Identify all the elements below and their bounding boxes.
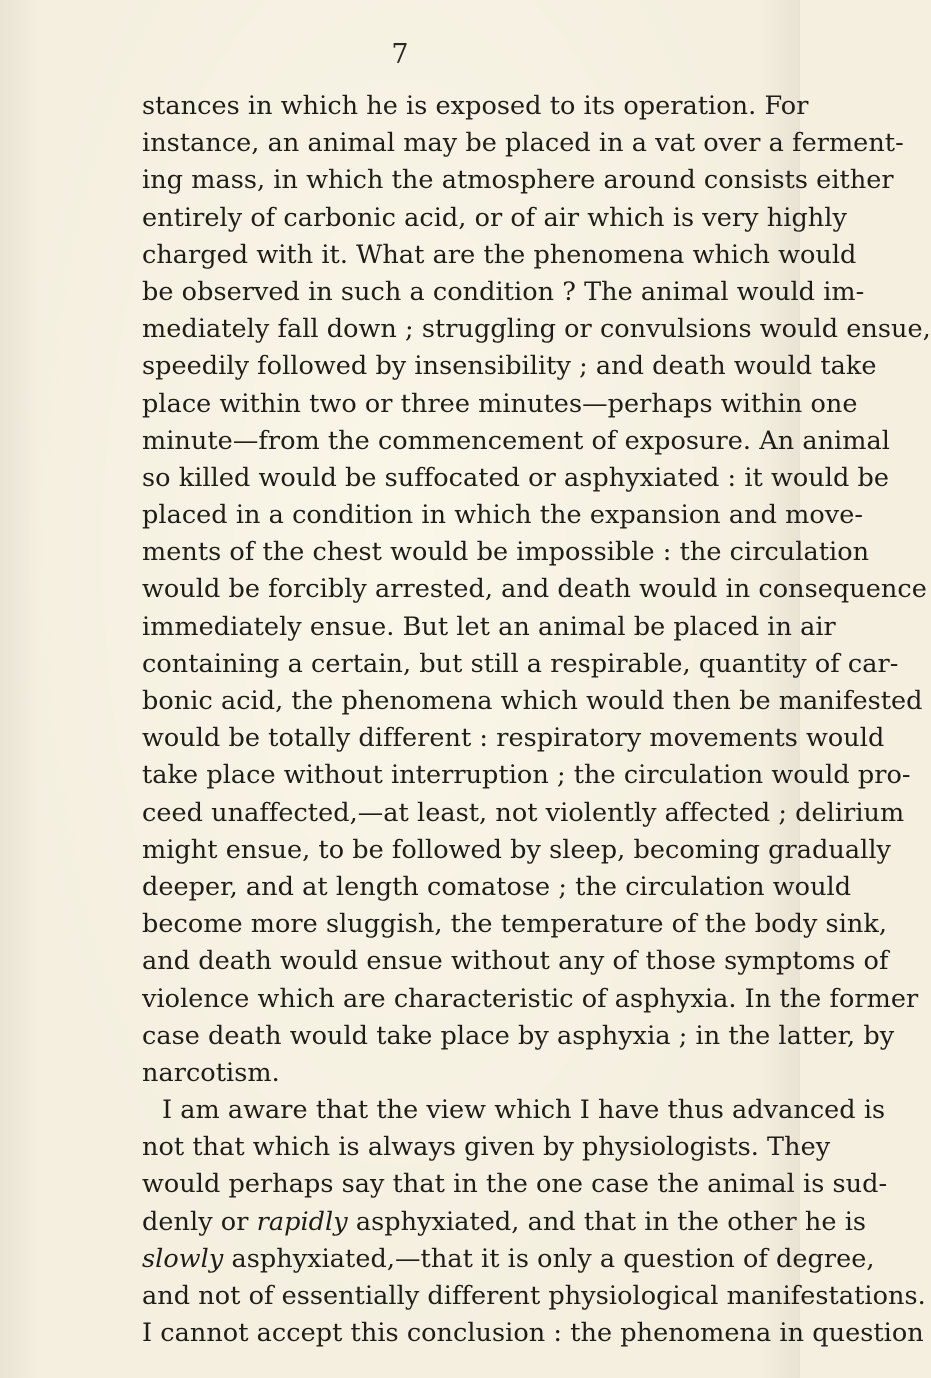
- text-fragment: asphyxiated, and that in the other he is: [355, 1206, 867, 1237]
- text-line: narcotism.: [142, 1057, 280, 1088]
- text-line: might ensue, to be followed by sleep, becoming gradually: [142, 834, 891, 865]
- text-line: be observed in such a condition ? The animal would im-: [142, 276, 865, 307]
- text-line: minute—from the commencement of exposure. An animal: [142, 425, 890, 456]
- text-line: become more sluggish, the temperature of the body sink,: [142, 909, 888, 940]
- text-line: I am aware that the view which I have thus advanced is: [162, 1095, 886, 1126]
- text-line: ing mass, in which the atmosphere around consists either: [142, 165, 894, 196]
- page-number: 7: [391, 39, 409, 70]
- text-line: immediately ensue. But let an animal be placed in air: [142, 611, 836, 642]
- text-line: violence which are characteristic of asphyxia. In the former: [142, 983, 919, 1014]
- paragraph-1: [142, 88, 931, 1092]
- text-line: not that which is always given by physiologists. They: [142, 1132, 831, 1163]
- text-line: I cannot accept this conclusion : the phenomena in question: [142, 1318, 924, 1349]
- text-line: deeper, and at length comatose ; the circulation would: [142, 871, 852, 902]
- text-line: so killed would be suffocated or asphyxiated : it would be: [142, 462, 889, 493]
- text-line: stances in which he is exposed to its operation. For: [142, 91, 809, 121]
- text-line: would perhaps say that in the one case the animal is sud-: [142, 1169, 888, 1200]
- text-line: mediately fall down ; struggling or convulsions would ensue,: [142, 314, 931, 345]
- text-line: case death would take place by asphyxia ; in the latter, by: [142, 1020, 895, 1051]
- text-line: and not of essentially different physiological manifestations.: [142, 1281, 926, 1311]
- text-line: placed in a condition in which the expansion and move-: [142, 500, 864, 531]
- text-line: would be forcibly arrested, and death would in consequence: [142, 574, 927, 605]
- text-line: and death would ensue without any of those symptoms of: [142, 946, 889, 977]
- text-line: place within two or three minutes—perhaps within one: [142, 388, 858, 419]
- text-fragment: denly or: [142, 1206, 249, 1237]
- text-line: charged with it. What are the phenomena which would: [142, 239, 857, 270]
- text-line-with-italic: [142, 1241, 875, 1278]
- text-line: instance, an animal may be placed in a vat over a ferment-: [142, 128, 904, 159]
- italic-word: slowly: [142, 1243, 224, 1274]
- text-line: entirely of carbonic acid, or of air which is very highly: [142, 202, 847, 233]
- text-line: containing a certain, but still a respirable, quantity of car-: [142, 648, 899, 679]
- text-line: speedily followed by insensibility ; and death would take: [142, 351, 877, 382]
- body-text: [142, 88, 931, 1352]
- text-line: would be totally different : respiratory movements would: [142, 723, 885, 754]
- text-fragment: asphyxiated,—that it is only a question of degree,: [231, 1243, 875, 1274]
- text-line: bonic acid, the phenomena which would then be manifested: [142, 686, 923, 716]
- text-line: take place without interruption ; the circulation would pro-: [142, 760, 911, 791]
- text-line-with-italic: [142, 1204, 867, 1241]
- italic-word: rapidly: [256, 1206, 348, 1237]
- text-line: ments of the chest would be impossible : the circulation: [142, 537, 870, 568]
- paragraph-2: [142, 1092, 926, 1352]
- text-line: ceed unaffected,—at least, not violently affected ; delirium: [142, 797, 905, 828]
